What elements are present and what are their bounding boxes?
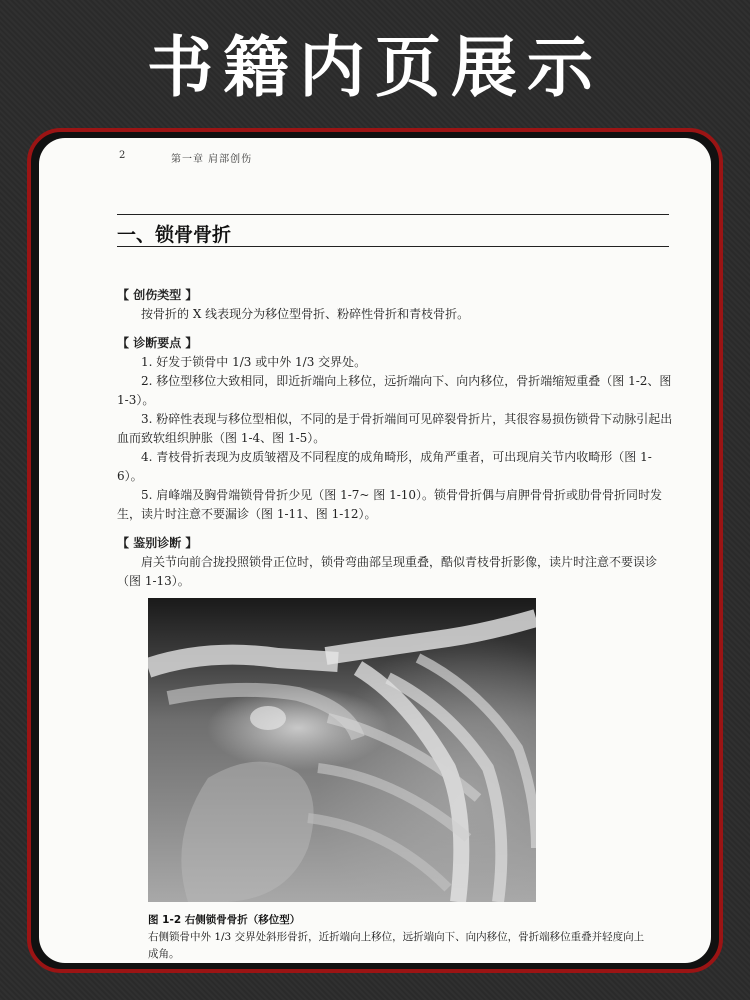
section-rule-top: [117, 214, 669, 215]
injury-type-text: 按骨折的 X 线表现分为移位型骨折、粉碎性骨折和青枝骨折。: [141, 307, 470, 321]
banner-title: 书籍内页展示: [147, 29, 603, 106]
differential-heading: 【 鉴别诊断 】: [117, 536, 198, 550]
body-text: [117, 286, 675, 591]
section-title: 一、锁骨骨折: [117, 224, 232, 246]
diagnosis-item: 3. 粉碎性表现与移位型相似，不同的是于骨折端间可见碎裂骨折片，其很容易损伤锁骨下动脉引起出血而致软组织肿胀（图 1-4、图 1-5）。: [117, 412, 673, 445]
diagnosis-item: 2. 移位型移位大致相同，即近折端向上移位，远折端向下、向内移位，骨折端缩短重叠（图 1-2、图 1-3）。: [117, 374, 672, 407]
figure-caption: [148, 912, 651, 963]
section-rule-bottom: [117, 246, 669, 247]
page-number: 2: [119, 150, 126, 161]
differential-text: 肩关节向前合拢投照锁骨正位时，锁骨弯曲部呈现重叠，酷似青枝骨折影像，读片时注意不要误诊（图 1-13）。: [117, 555, 658, 588]
differential-heading-label: 鉴别诊断: [133, 536, 182, 550]
chapter-title: 第一章 肩部创伤: [171, 154, 253, 165]
figure-caption-text: 右侧锁骨中外 1/3 交界处斜形骨折，近折端向上移位，远折端向下、向内移位，骨折端移位重叠并轻度向上成角。: [148, 931, 645, 960]
xray-image: [148, 598, 536, 902]
figure-label: 图 1-2 右侧锁骨骨折（移位型）: [148, 914, 301, 926]
injury-type-heading-label: 创伤类型: [133, 288, 182, 302]
diagnosis-heading-label: 诊断要点: [133, 336, 182, 350]
diagnosis-item: 1. 好发于锁骨中 1/3 或中外 1/3 交界处。: [141, 355, 367, 369]
diagnosis-item: 4. 青枝骨折表现为皮质皱褶及不同程度的成角畸形，成角严重者，可出现肩关节内收畸形（图 1-6）。: [117, 450, 652, 483]
xray-illustration: [148, 598, 536, 902]
injury-type-heading: 【 创伤类型 】: [117, 288, 198, 302]
book-page: [39, 138, 711, 963]
diagnosis-heading: 【 诊断要点 】: [117, 336, 198, 350]
diagnosis-item: 5. 肩峰端及胸骨端锁骨骨折少见（图 1-7~ 图 1-10）。锁骨骨折偶与肩胛骨骨折或肋骨骨折同时发生，读片时注意不要漏诊（图 1-11、图 1-12）。: [117, 488, 663, 521]
book-page-frame: [27, 128, 723, 973]
